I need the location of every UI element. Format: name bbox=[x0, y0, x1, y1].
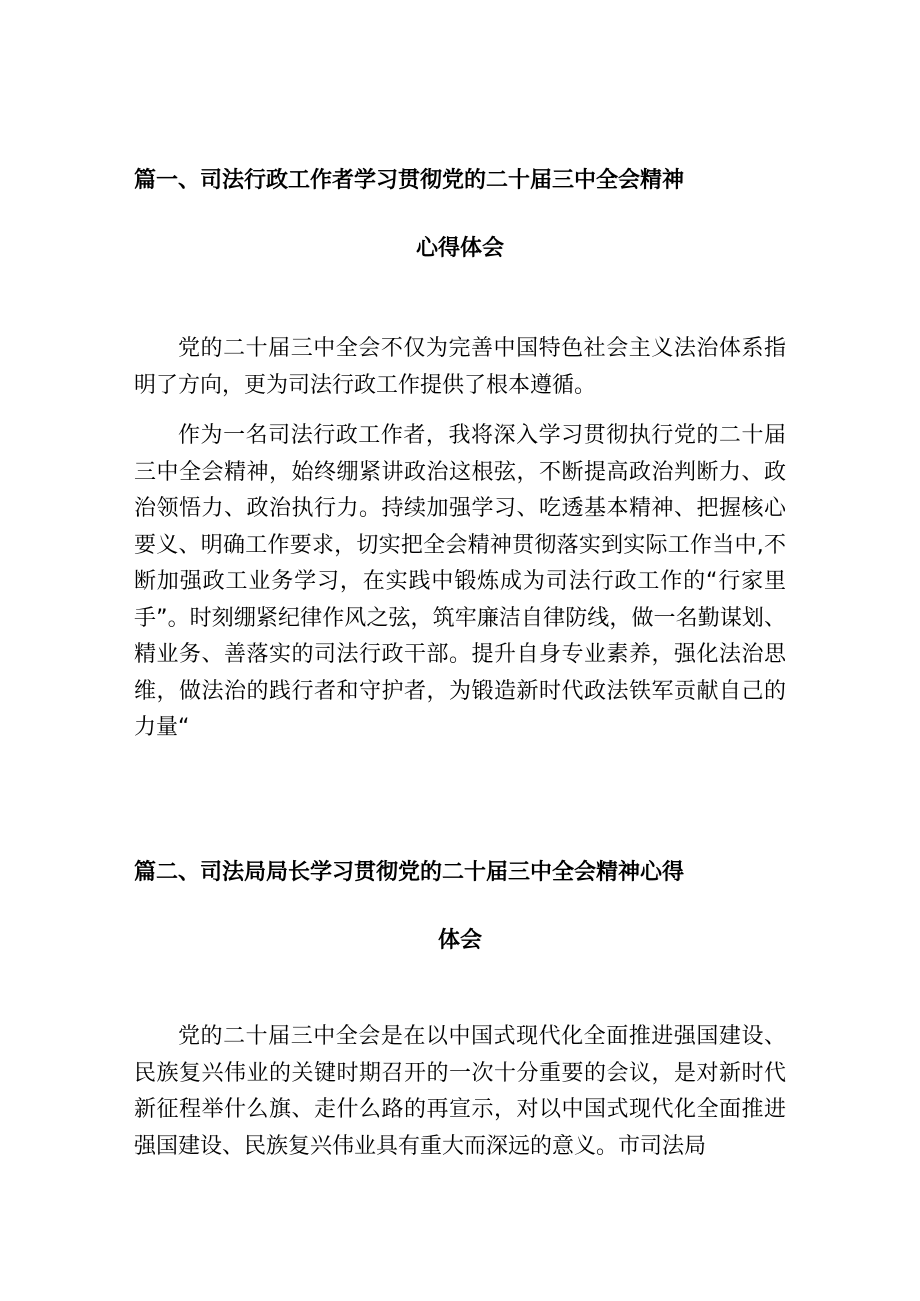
section-1-heading bbox=[0, 166, 920, 264]
section-2-heading bbox=[0, 858, 920, 956]
section-2-paragraph-1: 党的二十届三中全会是在以中国式现代化全面推进强国建设、民族复兴伟业的关键时期召开的一次十分重要的会议，是对新时代新征程举什么旗、走什么路的再宣示，对以中国式现代化全面推进强国建设、民族复兴伟业具有重大而深远的意义。市司法局 bbox=[134, 1024, 786, 1159]
section-2-title-line1: 篇二、司法局局长学习贯彻党的二十届三中全会精神心得 bbox=[134, 860, 685, 885]
section-2-title-line2: 体会 bbox=[437, 928, 482, 953]
section-1-title-line1: 篇一、司法行政工作者学习贯彻党的二十届三中全会精神 bbox=[134, 168, 685, 193]
section-1-title-line2: 心得体会 bbox=[415, 236, 504, 261]
section-1-paragraph-2: 作为一名司法行政工作者，我将深入学习贯彻执行党的二十届三中全会精神，始终绷紧讲政治这根弦，不断提高政治判断力、政治领悟力、政治执行力。持续加强学习、吃透基本精神、把握核心要义、明确工作要求，切实把全会精神贯彻落实到实际工作当中,不断加强政工业务学习，在实践中锻炼成为司法行政工作的“行家里手”。时刻绷紧纪律作风之弦，筑牢廉洁自律防线，做一名勤谋划、精业务、善落实的司法行政干部。提升自身专业素养，强化法治思维，做法治的践行者和守护者，为锻造新时代政法铁军贡献自己的力量“ bbox=[134, 423, 786, 740]
section-1-paragraph-1: 党的二十届三中全会不仅为完善中国特色社会主义法治体系指明了方向，更为司法行政工作提供了根本遵循。 bbox=[134, 336, 786, 398]
